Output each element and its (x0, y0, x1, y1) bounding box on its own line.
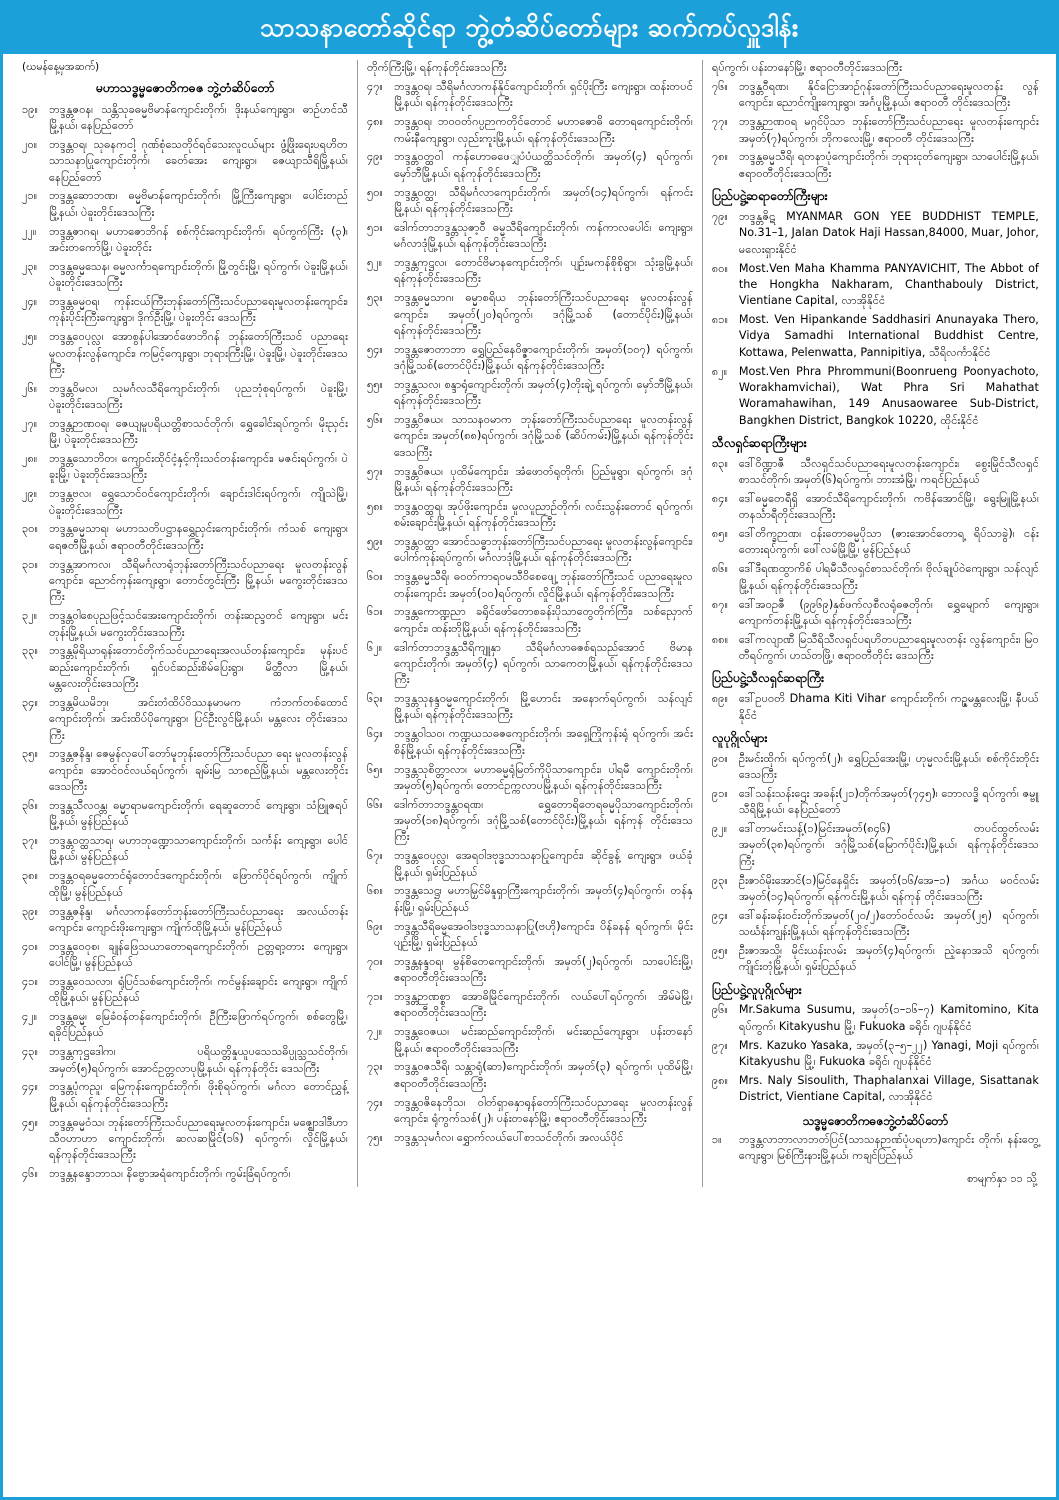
entry-number: ၄၂။ (22, 1010, 38, 1024)
entry-number: ၅၄။ (366, 342, 383, 356)
list-item (367, 989, 693, 1022)
entry-number: ၅၅။ (366, 377, 383, 391)
list-item (367, 883, 693, 916)
list-item (22, 695, 348, 744)
entry-text: ဘဒ္ဒန္တသုစိတ္တာလာ၊ မဟာဓမ္မရုံမြတ်ကိုပိုသာကျောင်း၊ ပါရမီ ကျောင်းတိုက်၊ အမှတ်(၅)ရပ်ကွက်၊ တောင်ဥက္ကလာပမြို့နယ်၊ ရန်ကုန်တိုင်းဒေသကြီး (393, 762, 693, 792)
entry-text: ဒေါ်တိက္ခဉာဏ၊ ငန်းတောဓမ္မပိုသာ (ဇားအောင်တောရ့ ရိပ်သာခွဲ)၊ ငန်းတေားရပ်ကွက်၊ ဖေါ်လမ်မြို့မြို့၊ မွန်ပြည်နယ် (738, 527, 1039, 557)
entry-text: ဘဒ္ဒန္တအာကလ၊ သီရိမင်္ဂလာရုံဘုန်းတော်ကြီးသင်ပညာရေး မူလတန်းလွန်ကျောင်း၊ ညောင်ကုန်းကျေးရွာ၊ တောင်တွင်းကြီး မြို့နယ်၊ မကွေးတိုင်းဒေသကြီး (49, 557, 348, 604)
list-item (712, 312, 1039, 361)
entry-text: ဘဒ္ဒန္တဓမ္မဝရ၊ ကုန်းငယ်ကြီးဘုန်းတော်ကြီးသင်ပညာရေးမူလတန်းကျောင်း၊ ကုန်းပိုင်းကြီးကျေးရွာ၊ ဒိုက်ဦးမြို့၊ ပဲခူးတိုင်း ဒေသကြီး (49, 294, 348, 325)
entry-text: ဦးမင်းထိုက်၊ ရပ်ကွက်(၂)၊ ရွှေပြည်အေးမြို့၊ ဟုမ္မလင်းမြို့နယ်၊ စစ်ကိုင်းတိုင်းဒေသကြီး (738, 751, 1039, 782)
entry-text: ဘဒ္ဒန္တသုနန္ဒဝမ္မကျောင်းတိုက်၊ မြို့ဟောင်း အနောက်ရပ်ကွက်၊ သန်လျင်မြို့နယ်၊ ရန်ကုန်တိုင်းဒေသကြီး (393, 692, 693, 722)
entry-text: ဘဒ္ဒန္တဝေဇယ၊ မင်းဆည်ကျောင်းတိုက်၊ မင်းဆည်ကျေးရွာ၊ ပန်းတနော်မြို့နယ်၊ ဧရာဝတီတိုင်းဒေသကြီး (393, 1025, 693, 1055)
list-item (712, 1073, 1039, 1106)
entry-text: ဘဒ္ဒန္တပုံကညူ၊ မြေကုန်းကျောင်းတိုက်၊ ဖိုးစိုရပ်ကွက်၊ မင်္ဂလာ တောင်ညွှန့်မြို့နယ်၊ ရန်ကုန်တိုင်းဒေသကြီး (49, 1080, 348, 1110)
entry-text: Mrs. Kazuko Yasaka, အမှတ်(၃–၅–၂၂) Yanagi, Moji ရပ်ကွက်၊ Kitakyushu မြို့၊ Fukuoka ခရိုင်၊ ဂျပန်နိုင်ငံ (738, 1038, 1039, 1068)
entry-number: ၃၂။ (22, 609, 38, 623)
list-item (367, 220, 693, 253)
list-item (367, 255, 693, 288)
list-item (22, 451, 348, 484)
list-item (367, 499, 693, 532)
list-item (712, 261, 1039, 310)
entry-number: ၆၆။ (366, 797, 383, 811)
entry-text: ဘဒ္ဒန္တဝေပုလ္လ၊ အောစွန်ပါအောင်ဖောဘိဂန် ဘုန်းတော်ကြီးသင် ပညာရေးမူလတန်းလွန်ကျောင်း၊ ကမြင့်ကျေးရွာ၊ ဘုရားကြီးမြို့၊ ပဲခူးမြို့၊ ပဲခူးတိုင်းဒေသကြီး (49, 330, 348, 376)
list-item (22, 188, 348, 221)
entry-number: ၆၉။ (366, 919, 383, 933)
section-heading-closing-medal: သဒ္ဓမ္မဇောတိကဓဇဘွဲ့တံဆိပ်တော် (802, 1113, 949, 1128)
column-2 (358, 60, 703, 1187)
list-item (712, 821, 1039, 870)
entry-number: ၄၃။ (22, 1045, 38, 1059)
list-item (367, 79, 693, 112)
entry-number: ၃၀။ (22, 522, 38, 536)
list-item (22, 974, 348, 1007)
page-banner (3, 3, 1056, 54)
entry-number: ၃၉။ (22, 904, 38, 918)
list-item (22, 643, 348, 692)
entry-number: ၆၇။ (366, 849, 383, 863)
entry-number: ၂၂။ (22, 224, 37, 238)
entry-text: ဘဒ္ဒန္တဝိဇယ၊ သာသနဝမာက ဘုန်းတော်ကြီးသင်ပညာရေး မူလတန်းလွန်ကျောင်း၊ အမှတ်(၈၈)ရပ်ကွက်၊ ဒဂုံမြို့သစ် (ဆိပ်ကမ်း)မြို့နယ်၊ ရန်ကုန်တိုင်းဒေသကြီး (393, 413, 693, 459)
section-heading-abroad-nuns: ပြည်ပဋ္ဌဲ့သီလရှင်ဆရာကြီး (711, 671, 825, 686)
entry-text: ဦးဇာအသို့၊ မိုင်းယန်းလမ်း အမှတ်(၄)ရပ်ကွက်၊ ညဲ့နောအသိ ရပ်ကွက်၊ ကျိုင်းတုံမြို့နယ်၊ ရှမ်းပြည်နယ် (738, 943, 1039, 974)
list-item (367, 377, 693, 410)
list-item (367, 640, 693, 689)
entry-text: ဒေါ်ဒီရဏထွာကိစ် ပါရမီသီလရှင်စာသင်တိုက်၊ ဗိုလ်ချုပ်ဝဲကျေးရွာ၊ သန်လျင်မြို့နယ်၊ ရန်ကုန်တိုင်းဒေသကြီး (738, 562, 1039, 592)
entry-text: ဘဒ္ဒန္တဓမ္မ၊ မြေခံဝန်တန်ကျောင်းတိုက်၊ ဦကြီးဖြောက်ရပ်ကွက်၊ စစ်တွေမြို့၊ ရခိုင်ပြည်နယ် (49, 1010, 348, 1040)
list-item (22, 416, 348, 449)
entry-text: ဘဒ္ဒန္တဝေပုလ္လ၊ အေရဝါဒဗုဒ္ဓသာသနာပြုကျောင်း၊ ဆိုင်ခွန့် ကျေးရွာ၊ ဖယ်ခုံမြို့နယ်၊ ရှမ်းပြည်နယ် (393, 849, 693, 879)
entry-text: ဘဒ္ဒန္တဝတ္ထသာရ၊ မဟာဘုဏ္ဍောသာကျောင်းတိုက်၊ သင်္ကန်း ကျေးရွာ၊ ပေါင်မြို့နယ်၊ မွန်ပြည်နယ် (49, 834, 348, 864)
entry-number: ၂၆။ (22, 381, 38, 395)
list-item (367, 691, 693, 724)
entry-text: ဘဒ္ဒန္တဉာဏဝရ မဂ္ဂင်ပိုသာ ဘုန်းတော်ကြီးသင်ပညာရေး မူလတန်းကျောင်း အမှတ်(၇)ရပ်ကွက်၊ ဘိုကလေးမြို့၊ ဧရာဝတီ တိုင်းဒေသကြီး (738, 115, 1039, 145)
entry-text: ဘဒ္ဒန္တဝရ၊ သုဓနကငါ့ ဂုဏ်စုံသေတိုင်ရင်သေးလူငယ်များ ဖွံ့ဖြိုးရေးပရဟိတ သာသနာပြုကျောင်းတိုက်၊ ခေတ်အေး ကျေးရွာ၊ ဇေယျာသီရိမြို့နယ်၊ နေပြည်တော် (49, 137, 348, 184)
list-item (22, 798, 348, 831)
entry-number: ၅၈။ (366, 499, 384, 513)
column-continuation: ရပ်ကွက်၊ ပန်းတနော်မြို့၊ ဧရာဝတီတိုင်းဒေသကြီး (711, 61, 903, 75)
entry-text: ဘဒ္ဒန္တကောဏ္ဍညာ ခရိုင်ဖော်တောစခန်းပိုသာတွေတိုက်ကြီး၊ သစ်ညှောက်ကျောင်း၊ ထန်းတိုမြို့နယ်၊ ရန်ကုန်တိုင်းဒေသကြီး (393, 605, 693, 635)
entry-text: ဘဒ္ဒန္တဝိဇယ၊ ပုထိမ်ကျောင်း၊ အံဖောတ်ရုတိုက်၊ ပြည်မူရွာ၊ ရပ်ကွက်၊ ဒဂုံမြို့နယ်၊ ရန်ကုန်တိုင်းဒေသကြီး (393, 464, 693, 494)
entry-number: ၄၉။ (366, 150, 383, 164)
entry-number: ၃၁။ (22, 557, 38, 571)
entry-text: ဘဒ္ဒန္တဓမ္မသီရိ၊ ဓဝတ်ကာရဝမသီဝိစေဖျေ့ ဘုန်းတော်ကြီးသင် ပညာရေးမူလတန်းကျောင်း အမှတ်(၁၀)ရပ်ကွက်၊ လှိုင်မြို့နယ်၊ ရန်ကုန်တိုင်းဒေသကြီး (393, 570, 693, 600)
list-item (712, 1002, 1039, 1035)
entry-text: ဘဒ္ဒန္တဝတ္ထ၊ သီရိမင်္ဂလာကျောင်းတိုက်၊ အမှတ်(၁၄)ရပ်ကွက်၊ ရန်ကင်းမြို့နယ်၊ ရန်ကုန်တိုင်းဒေသကြီး (393, 185, 693, 215)
list-item (712, 632, 1039, 665)
entry-number: ၂၀။ (22, 137, 38, 151)
entry-text: Mr.Sakuma Susumu, အမှတ်(၁–၁၆–၇) Kamitomino, Kita ရပ်ကွက်၊ Kitakyushu မြို့၊ Fukuoka ခရိုင်၊ ဂျပန်နိုင်ငံ (738, 1003, 1039, 1033)
entry-text: Most. Ven Hipankande Saddhasiri Anunayaka Thero, Vidya Samadhi International Buddhist Centre, Kottawa, Pelenwatta, Pannipitiya, သီရိလင်္ကာနိုင်ငံ (738, 313, 1039, 359)
entry-number: ၉၀။ (711, 751, 728, 765)
list-item (712, 364, 1039, 429)
list-item (22, 904, 348, 937)
entry-number: ၄၀။ (22, 939, 38, 953)
entry-text: ဒေါ်သန်းသန်းဌေး အခန်း(၂၁)တိုက်အမှတ်(၇၄၅)၊ ဘောလဒ္ဓိ ရပ်ကွက်၊ ဇမ္ဗူသီရိမြို့နယ်၊ နေပြည်တော် (738, 786, 1039, 817)
entry-number: ၄၆။ (22, 1167, 38, 1181)
entry-number: ၇၃။ (366, 1060, 383, 1074)
entry-text: ဘဒ္ဒန္တဝေသလာ၊ ရုံပြင်သစ်ကျောင်းတိုက်၊ ကင်မွန်းချောင်း ကျေးရွာ၊ ကျိုက်ထိုမြို့နယ်၊ မွန်ပြည်နယ် (49, 974, 348, 1005)
entry-text: ဘဒ္ဒန္တဇနိန္ဒ၊ မင်္ဂလာကန်တော်ဘုန်းတော်ကြီးသင်ပညာရေး အလယ်တန်းကျောင်း၊ ကျောင်းဖိုးကျေးရွာ၊ ကျိုက်ထိုမြို့နယ်၊ မွန်ပြည်နယ် (49, 904, 348, 934)
entry-number: ၂၅။ (22, 330, 38, 344)
entry-number: ၈၁။ (711, 313, 728, 327)
list-item (712, 751, 1039, 784)
list-item (712, 79, 1039, 112)
entry-number: ၁။ (711, 1133, 722, 1147)
list-item (367, 726, 693, 759)
entry-text: ဘဒ္ဒန္တဝရ၊ ဘဝဝတ်ဂပ္ပဉာကတိုင်တောင် မဟာဇောဓိ တောရကျောင်းတိုက်၊ ကမ်းနီကျေးရွာ၊ လှည်းကူးမြို့နယ်၊ ရန်ကုန်တိုင်းဒေသကြီး (393, 115, 693, 145)
entry-number: ၉၈။ (711, 1073, 728, 1087)
entry-number: ၅၃။ (366, 291, 383, 305)
entry-number: ၈၆။ (711, 562, 728, 576)
section-heading-laypersons: လူပုဂ္ဂိုလ်များ (711, 730, 768, 745)
entry-number: ၇၈။ (711, 150, 728, 164)
list-item (22, 868, 348, 901)
entry-number: ၆၂။ (366, 640, 383, 654)
entry-number: ၂၈။ (22, 452, 38, 466)
entry-text: ဘဒ္ဒန္တဝဇသီရိ၊ သန္တာရုံ(ဆာ)ကျောင်းတိုက်၊ အမှတ်(၃) ရပ်ကွက်၊ ပုထိမ်မြို့၊ ဧရာဝတီတိုင်းဒေသကြီး (393, 1060, 693, 1090)
list-item (367, 919, 693, 952)
entry-text: ဘဒ္ဒန္တဝတ္ထရ၊ အုပ်ဖိုးကျောင်း၊ မူလပူညာဉ်တိုက်၊ လင်းသွန်းတောင် ရပ်ကွက်၊ စမ်းချောင်းမြို့နယ်၊ ရန်ကုန်တိုင်းဒေသကြီး (393, 499, 693, 530)
entry-text: ဘဒ္ဒန္တဓမ္မသီရိ၊ ရတနာပုံကျောင်းတိုက်၊ ဘုရားငုတ်ကျေးရွာ၊ သာပေါင်းမြို့နယ်၊ ဧရာဝတီတိုင်းဒေသကြီး (738, 150, 1039, 180)
continued-page-note: စာမျက်နှာ ၁၁ သို့ (967, 1171, 1037, 1185)
entry-text: ဘဒ္ဒန္တသီလဝန္တ၊ ဓမ္မာရာမကျောင်းတိုက်၊ ရေဆူတောင် ကျေးရွာ၊ သံဖြူဇရပ်မြို့နယ်၊ မွန်ပြည်နယ် (49, 798, 348, 829)
list-item (712, 561, 1039, 594)
entry-text: ဒေါက်တာဘဒ္ဒန္တဝရဏ၊ ရွှေတောရိတေရဓမ္မပိုသာကျောင်းတိုက်၊ အမှတ်(၁၈)ရပ်ကွက်၊ ဒဂုံမြို့သစ်(တောင်ပိုင်း)မြို့နယ်၊ ရန်ကုန် တိုင်းဒေသကြီး (393, 797, 693, 844)
entry-text: ဘဒ္ဒန္တဓမ္မသာဂ၊ ဓမ္မာစရိယ ဘုန်းတော်ကြီးသင်ပညာရေး မူလတန်းလွန်ကျောင်း၊ အမှတ်(၂၀)ရပ်ကွက်၊ ဒဂုံမြို့သစ် (တောင်ပိုင်း)မြို့နယ်၊ ရန်ကုန်တိုင်းဒေသကြီး (393, 291, 693, 337)
entry-text: ဘဒ္ဒန္တဝဇိနေဘိုသ၊ ဝါတ်ရှာဓနှာရုန်တော်ကြီးသင်ပညာရေး မူလတန်းလွန်ကျောင်း၊ ရုံကွက်သစ်(၂)၊ ပန်းတနော်မြို့၊ ဧရာဝတီတိုင်းဒေသကြီး (393, 1095, 693, 1125)
entry-text: ဘဒ္ဒန္တသလ၊ စန္ဒာရုံကျောင်းတိုက်၊ အမှတ်(၄)တိုးချဲ့ ရပ်ကွက်၊ မှော်ဘီမြို့နယ်၊ ရန်ကုန်တိုင်းဒေသကြီး (393, 377, 693, 408)
list-item (367, 1059, 693, 1092)
entry-number: ၅၁။ (366, 220, 383, 234)
list-item (22, 746, 348, 795)
entry-number: ၈၅။ (711, 527, 728, 541)
list-item (712, 209, 1039, 258)
entry-number: ၉၁။ (711, 786, 728, 800)
entry-number: ၉၇။ (711, 1038, 728, 1052)
column-continuation: တိုက်ကြီးမြို့၊ ရန်ကုန်တိုင်းဒေသကြီး (366, 61, 507, 75)
list-item (367, 762, 693, 795)
list-item (367, 464, 693, 497)
entry-text: ဘဒ္ဒန္တဇောတာဘာ ရွှေပြည်နေဝိဇ္ဇာကျောင်းတိုက်၊ အမှတ်(၁၀၇) ရပ်ကွက်၊ ဒဂုံမြို့သစ်(တောင်ပိုင်း)မြို့နယ်၊ ရန်ကုန်တိုင်းဒေသကြီး (393, 342, 693, 373)
list-item (367, 342, 693, 375)
entry-text: ဘဒ္ဒန္တဇဝန၊ သန္တိသုခဓမ္မဗိမာန်ကျောင်းတိုက်၊ ဒိုးနယ်ကျေးရွာ၊ ဓာဉ်ဟင်သီမြို့နယ်၊ နေပြည်တော် (49, 102, 348, 133)
entry-number: ၆၈။ (366, 884, 384, 898)
list-item (22, 1115, 348, 1164)
list-item (22, 521, 348, 554)
list-item (22, 1044, 348, 1077)
entry-text: ဘဒ္ဒန္တဆောဘဏ၊ ဓမ္မဗိမာန်ကျောင်းတိုက်၊ မြို့ကြီးကျေးရွာ၊ ပေါင်းတည်မြို့နယ်၊ ပဲခူးတိုင်းဒေသကြီး (49, 189, 348, 219)
entry-number: ၆၀။ (366, 570, 383, 584)
entry-number: ၄၅။ (22, 1115, 38, 1129)
column-3 (703, 60, 1048, 1187)
entry-text: ဦးဇာဝ်မိုးအောင်(၁)မြင်နေရှိင်း အမှတ်(၁၆/အေ–၁) အင်္ဂယ မဝင်လမ်း အမှတ်(၁၄)ရပ်ကွက်၊ ရန်ကင်းမြို့နယ်၊ ရန်ကုန် တိုင်းဒေသကြီး (738, 873, 1039, 903)
entry-number: ၃၈။ (22, 869, 39, 883)
entry-text: ဘဒ္ဒန္တသီရိဓမ္မအေဝါဒဗုဒ္ဓသာသနာပြု(ဗဟို)ကျောင်း၊ ပိန်ခနန် ရပ်ကွက်၊ မိုင်းပျဉ်းမြို့၊ ရှမ်းပြည်နယ် (393, 919, 693, 949)
entry-text: ဘဒ္ဒန္တဇနိန္ဒ၊ ဇေမွန်လှပေါ်တော်မူဘုန်းတော်ကြီးသင်ပညာ ရေး မူလတန်းလွန်ကျောင်း၊ အောင်ဝင်လယ်ရပ်ကွက်၊ ချမ်းမြ သာစည်မြို့နယ်၊ မန္တလေးတိုင်းဒေသကြီး (49, 747, 348, 794)
entry-number: ၈၂။ (711, 364, 728, 378)
entry-number: ၅၆။ (366, 413, 383, 427)
entry-number: ၄၇။ (366, 80, 383, 94)
entry-number: ၆၄။ (366, 727, 383, 741)
list-item (22, 1166, 348, 1182)
section-title-medal: မဟာသဒ္ဓမ္မဇောတိကဓဇ ဘွဲ့တံဆိပ်တော် (95, 79, 275, 95)
entry-number: ၉၂။ (711, 822, 728, 836)
entry-text: ဒေါက်တာဘဒ္ဒန္တသုဇာ့ဝီ ဓမ္မသီရိကျောင်းတိုက်၊ ကန်ကာလပေါင်၊ ကျေးရွာ၊ မင်္ဂလာဒုံမြို့နယ်၊ ရန်ကုန်တိုင်းဒေသကြီး (393, 220, 693, 251)
list-item (712, 1132, 1039, 1165)
entry-number: ၃၃။ (22, 644, 38, 658)
list-item (367, 1024, 693, 1057)
entry-text: ဘဒ္ဒန္တသောဘိတ၊ ကျောင်းထိုင်ငံ့နှင့်ကိုးသင်တန်းကျောင်း၊ မဇင်းရပ်ကွက်၊ ပဲခူးမြို့၊ ပဲခူးတိုင်းဒေသကြီး (49, 452, 348, 482)
list-item (367, 797, 693, 846)
entry-text: ဒေါ်ခန်းခန်းဝင်းတိုက်အမှတ်(၂၀/၂)တော်ဝင်လမ်း အမှတ်(၂၅) ရပ်ကွက်၊ သင်္ဃန်းကျွန်းမြို့နယ်၊ ရန်ကုန်တိုင်းဒေသကြီး (738, 908, 1039, 939)
list-item (22, 329, 348, 378)
entry-text: ဘဒ္ဒန္တနန္ဒောဘာသ၊ နိဗ္ဗောအရံကျောင်းတိုက်၊ ကွမ်းခြံရပ်ကွက်၊ (49, 1167, 291, 1181)
list-item (22, 224, 348, 257)
entry-text: ဘဒ္ဒန္တကုဋ္ဌလ၊ တောင်ဗိမာနကျောင်းတိုက်၊ ပျဉ်းမကန်စိုစိုရွာ၊ သုံးခွမြို့နယ်၊ ရန်ကုန်တိုင်းဒေသကြီး (393, 256, 693, 286)
entry-text: ဘဒ္ဒန္တဝိမလ၊ သုမင်္ဂလသီရိကျောင်းတိုက်၊ ပုညဘုံစုရပ်ကွက်၊ ပဲခူးမြို့၊ ပဲခူးတိုင်းဒေသကြီး (49, 381, 348, 412)
entry-number: ၉၃။ (711, 873, 728, 887)
list-item (712, 1038, 1039, 1071)
entry-number: ၃၅။ (22, 747, 38, 761)
list-item (367, 185, 693, 218)
entry-number: ၂၉။ (22, 487, 38, 501)
list-item (22, 557, 348, 606)
list-item (22, 608, 348, 641)
entry-text: ဘဒ္ဒန္တဝတ္ထဝါ ကန်ဟောဓဖေျှပံပံယတ္ထိသင်တိုက်၊ အမှတ်(၄) ရပ်ကွက်၊ မှော်ဘီမြို့နယ်၊ ရန်ကုန်တိုင်းဒေသကြီး (393, 150, 693, 180)
entry-text: ဒေါ်ကလျာဏီ မြသီရိသီလရှင်ပရဟိတပညာရေးမူလတန်း လွန်ကျောင်း၊ မြဝတီရပ်ကွက်၊ ဟသ်တဖြို့၊ ဧရာဝတီတိုင်း ဒေသကြီး (738, 632, 1039, 663)
list-item (712, 456, 1039, 489)
entry-number: ၂၄။ (22, 294, 38, 308)
entry-text: ဘဒ္ဒန္တဝတ္ထာ အောင်သဓ္ဓာဘုန်းတော်ကြီးသင်ပညာရေး မူလတန်းလွန်ကျောင်း၊ ပေါက်ကုန်းရပ်ကွက်၊ မင်္ဂလာဒုံမြို့နယ်၊ ရန်ကုန်တိုင်းဒေသကြီး (393, 535, 693, 565)
list-item (712, 526, 1039, 559)
entry-text: ဘဒ္ဒန္တဉာဏစ္စာ အောဓိမြိုင်ကျောင်းတိုက်၊ လယ်ပေါ်ရပ်ကွက်၊ အိမ်မဲမြို့၊ ဧရာဝတီတိုင်းဒေသကြီး (393, 989, 693, 1020)
entry-number: ၇၂။ (366, 1025, 383, 1039)
entry-text: ဘဒ္ဒန္တမိုရိယာရုန်းတောင်တိုက်သင်ပညာရေးအလယ်တန်းကျောင်း၊ မုန်းပင်ဆည်းကျောင်းတိုက်၊ ရှင်ပင်ဆည်းစိမ်ပြေးရွာ၊ မိတ္ထီလာ မြို့နယ်၊ မန္တလေးတိုင်းဒေသကြီး (49, 644, 348, 691)
entry-number: ၆၃။ (366, 692, 383, 706)
section-heading-nuns: သီလရှင်ဆရာကြီးများ (711, 435, 807, 450)
entry-number: ၈၃။ (711, 456, 728, 470)
entry-text: ဘဒ္ဒန္တဓမ္မဝံသ၊ ဘုန်းတော်ကြီးသင်ပညာရေးမူလတန်းကျောင်း၊ မဇ္ဈောဒါဒီဟာသီဝဟာဟာ ကျောင်းတိုက်၊ ဆလဆမြိုင်(၁၆) ရပ်ကွက်၊ လှိုင်မြို့နယ်၊ ရန်ကုန်တိုင်းဒေသကြီး (49, 1115, 348, 1162)
entry-number: ၃၇။ (22, 834, 38, 848)
entry-text: ဘဒ္ဒန္တနန္ဒဝရ၊ မွန်စိတေကျောင်းတိုက်၊ အမှတ်(၂)ရပ်ကွက်၊ သာပေါင်းမြို့၊ ဧရာဝတီတိုင်းဒေသကြီး (393, 954, 693, 985)
entry-text: ဘဒ္ဒန္တသုမင်္ဂလ၊ ရွှောက်လယ်ပေါ်စာသင်တိုက်၊ အလယ်ပိုင် (393, 1130, 624, 1144)
entry-number: ၂၃။ (22, 259, 38, 273)
list-item (712, 597, 1039, 630)
entry-number: ၆၁။ (366, 605, 383, 619)
entry-number: ၂၁။ (22, 189, 38, 203)
list-item (22, 1079, 348, 1112)
entry-text: ဒေါက်တာဘဒ္ဒန္တသီရိကျူနှာ သီရိမင်္ဂလာဓဇစ်ရသည်အောင် ဗိမာနကျောင်းတိုက်၊ အမှတ်(၄) ရပ်ကွက်၊ သာကေတမြို့နယ်၊ ရန်ကုန်တိုင်းဒေသကြီး (393, 640, 693, 687)
entry-number: ၇၄။ (366, 1095, 383, 1109)
entry-text: ဘဒ္ဒန္တဉာဏဝရ၊ ဇေယျမူပရိယတ္တိစာသင်တိုက်၊ ရွှေခေါင်းရပ်ကွက်၊ မိုးညှင်းမြို့၊ ပဲခူးတိုင်းဒေသကြီး (49, 416, 348, 447)
entry-number: ၈၉။ (711, 692, 728, 706)
list-item (367, 604, 693, 637)
list-item (22, 137, 348, 186)
list-item (367, 954, 693, 987)
entry-text: ဘဒ္ဒန္တဝါစေပုညဖြင့်သင်အေးကျောင်းတိုက်၊ တန်းဆည္ဒတင် ကျေးရွာ၊ မင်းတုန်းမြို့နယ်၊ မကွေးတိုင်းဒေသကြီး (49, 609, 348, 639)
entry-text: ဘဒ္ဒန္တလာဘာလာဘတ်ပြင်(သာသနဉာဏ်ပုံပရဟာ)ကျောင်း တိုက်၊ နန်းတွေ့ကျေးရွာ၊ မြစ်ကြီးနားမြို့နယ်၊ ကချင်ပြည်နယ် (738, 1133, 1039, 1163)
entry-number: ၁၉။ (22, 102, 38, 116)
list-item (22, 381, 348, 414)
list-item (367, 569, 693, 602)
entry-number: ၇၁။ (366, 989, 383, 1003)
entry-text: ဘဒ္ဒန္တဝရဓမ္မတောင်ရုံတောင်ဒကျောင်းတိုက်၊ ဖြောက်ပိုင်ရပ်ကွက်၊ ကျိုက်ထိုမြို့၊ မွန်ပြည်နယ် (49, 869, 348, 899)
list-item (22, 1009, 348, 1042)
entry-number: ၅၉။ (366, 535, 383, 549)
entry-text: ဒေါ်အဝဥဇီ (၉၉၆၉)နှစ်ဖက်လှစီလရုံဓဇတိုက်၊ ရွှေမျောက် ကျေးရွာ၊ ကျောက်တန်းမြို့နယ်၊ ရန်ကုန်တိုင်းဒေသကြီး (738, 597, 1039, 627)
article-columns (3, 54, 1056, 1191)
list-item (367, 1095, 693, 1128)
list-item (367, 290, 693, 339)
list-item (712, 943, 1039, 976)
list-item (367, 848, 693, 881)
entry-number: ၅၂။ (366, 256, 383, 270)
entry-text: ဘဒ္ဒန္တဝီရဏ၊ နိုင်ငြောအာဉ်ဂုန်းတော်ကြီးသင်ပညာရေးမူလတန်း လွန်ကျောင်း၊ ညောင်ကျိုးကျေးရွာ၊ အင်္ဂပူမြို့နယ်၊ ဧရာဝတီ တိုင်းဒေသကြီး (738, 80, 1039, 110)
entry-text: Mrs. Naly Sisoulith, Thaphalanxai Village, Sisattanak District, Vientiane Capital, လာအိုနိုင်ငံ (738, 1073, 1039, 1104)
banner-title: သာသနာတော်ဆိုင်ရာ ဘွဲ့တံဆိပ်တော်များ ဆက်ကပ်လှူဒါန်း (260, 13, 799, 42)
entry-number: ၃၄။ (22, 695, 38, 709)
list-item (367, 114, 693, 147)
entry-number: ၃၆။ (22, 798, 38, 812)
entry-number: ၉၆။ (711, 1003, 728, 1017)
entry-number: ၇၀။ (366, 954, 383, 968)
list-item (22, 939, 348, 972)
entry-number: ၄၄။ (22, 1080, 38, 1094)
continuation-note: (ဃမန်နေ့မှအဆက်) (22, 61, 100, 74)
list-item (22, 294, 348, 327)
entry-number: ၈၇။ (711, 597, 728, 611)
entry-number: ၄၁။ (22, 974, 38, 988)
entry-text: Most.Ven Phra Phrommuni(Boonrueng Poonyachoto, Worakhamvichai), Wat Phra Sri Mahathat Woramahawihan, 149 Anusaowaree Sub-District, Bangkhen District, Bangkok 10220, ထိုင်းနိုင်ငံ (738, 364, 1039, 427)
entry-number: ၉၄။ (711, 908, 728, 922)
entry-text: ဘဒ္ဒန္တဓမ္မသာရ၊ မဟာသတိပဋ္ဌာနရွှေညှင်းကျောင်းတိုက်၊ ကံသစ် ကျေးရွာ၊ ရေဇတီမြို့နယ်၊ ဧရာဝတီတိုင်းဒေသကြီး (49, 522, 348, 552)
entry-text: ဒေါ်ဓမ္မတေရီရှိ အောင်သီရိကျောင်းတိုက်၊ ကဗိန်အောင်မြို့၊ ရွေးမြူမြို့နယ်၊ တနင်္သာရီတိုင်းဒေသကြီး (738, 491, 1039, 522)
list-item (712, 908, 1039, 941)
entry-text: ဘဒ္ဒန္တဓမ္မသေန၊ ဓမ္မလင်္ကာရကျောင်းတိုက်၊ မြို့တွင်းမြို့၊ ရပ်ကွက်၊ ပဲခူးမြို့နယ်၊ ပဲခူးတိုင်းဒေသကြီး (49, 259, 348, 290)
entry-number: ၇၆။ (711, 80, 728, 94)
entry-text: ဘဒ္ဒန္တကုဋ္ဌဒေါက၊ ပရိယတ္တိနှုယူပသေသဓိပ္ပုသ္သသင်တိုက်၊ အမှတ်(၅)ရပ်ကွက်၊ အောင်ဥတ္တလာပုမြို့နယ်၊ ရန်ကုန်တိုင်း ဒေသကြီး (49, 1045, 348, 1075)
entry-text: ဒေါ်တာမင်းသန့်(၁)မြင်းအမှတ်(၈၄၆) တပင်ထွတ်လမ်း အမှတ်(၃၈)ရပ်ကွက်၊ ဒဂုံမြို့သစ်(မြောက်ပိုင်း)မြို့နယ်၊ ရန်ကုန်တိုင်းဒေသကြီး (738, 822, 1039, 868)
entry-number: ၇၅။ (366, 1130, 383, 1144)
list-item (367, 412, 693, 461)
list-item (367, 534, 693, 567)
entry-number: ၈၈။ (711, 632, 729, 646)
entry-number: ၂၇။ (22, 416, 38, 430)
entry-number: ၇၉။ (711, 209, 728, 223)
entry-text: ဘဒ္ဒန္တဝေဝုစ၊ ချုန်ဖြေသယာတောရကျောင်းတိုက်၊ ဥတ္တရာ့တား ကျေးရွာ၊ ပေါင်မြို့၊ မွန်ပြည်နယ် (49, 939, 348, 970)
section-heading-abroad-monks: ပြည်ပဋ္ဌဲ့ဆရာတော်ကြီးများ (711, 189, 828, 204)
entry-number: ၅၇။ (366, 464, 383, 478)
entry-number: ၇၇။ (711, 115, 728, 129)
entry-text: ဘဒ္ဒန္တဝါသဝ၊ ကဏ္ဍယသဓဇကျောင်းတိုက်၊ အရှေ့ကြိုကုန်းရုံ ရပ်ကွက်၊ အင်းစိန်မြို့နယ်၊ ရန်ကုန်တိုင်းဒေသကြီး (393, 727, 693, 757)
list-item (367, 149, 693, 182)
entry-number: ၆၅။ (366, 762, 383, 776)
list-item (22, 486, 348, 519)
entry-number: ၈၄။ (711, 491, 728, 505)
list-item (22, 102, 348, 135)
list-item (367, 1130, 693, 1146)
list-item (712, 149, 1039, 182)
entry-text: ဘဒ္ဒန္တဗလ၊ ရွှေသောင်ဝင်ကျောင်းတိုက်၊ ချောင်းဒါင်းရပ်ကွက်၊ ကျိုသဲမြို့၊ ပဲခူးတိုင်းဒေသကြီး (49, 487, 348, 517)
entry-number: ၅၀။ (366, 185, 383, 199)
entry-text: ဘဒ္ဒန္တမိယမိဘု၊ အင်းတံထိပ်ဝိဿနမာမက ကံဘက်တစ်ထောင် ကျောင်းတိုက်၊ အင်းထိပ်ပိုကျေးရွာ၊ ပြင်ဦးလွင်မြို့နယ်၊ မန္တလေး တိုင်းဒေသကြီး (49, 695, 348, 742)
list-item (712, 114, 1039, 147)
entry-number: ၄၈။ (366, 115, 384, 129)
entry-text: ဘဒ္ဒန္တသေဋ္ဌ၊ မဟာမြှင်မိနူရှာကြီးကျောင်းတိုက်၊ အမှတ်(၄)ရပ်ကွက်၊ တန်နှန်းမြို့၊ ရှမ်းပြည်နယ် (393, 884, 693, 914)
entry-text: Most.Ven Maha Khamma PANYAVICHIT, The Abbot of the Hongkha Nakharam, Chanthabouly District, Vientiane Capital, လာအိုနိုင်ငံ (738, 261, 1039, 308)
entry-number: ၉၅။ (711, 943, 728, 957)
section-heading-abroad-laypersons: ပြည်ပဋ္ဌဲ့လူပုဂ္ဂိုလ်များ (711, 982, 802, 997)
entry-text: ဘဒ္ဒန္တဝရ၊ သီရိမင်္ဂလာကန်နိုင်ကျောင်းတိုက်၊ ရှင်ပိုးကြီး ကျေးရွာ၊ ထန်းတပင်မြို့နယ်၊ ရန်ကုန်တိုင်းဒေသကြီး (393, 80, 693, 110)
list-item (712, 873, 1039, 906)
entry-text: ဘဒ္ဒန္တဇာဂရ၊ မဟာဇောဘိဂန် စစ်ကိုင်းကျောင်းတိုက်၊ ရပ်ကွက်ကြီး (၃)၊ အင်းတကော်မြို့၊ ပဲခူးတိုင်း (49, 224, 348, 254)
list-item (712, 786, 1039, 819)
list-item (712, 491, 1039, 524)
list-item (22, 259, 348, 292)
entry-text: ဒေါ်ဝိဏ္ဍာဇီ သီလရှင်သင်ပညာရေးမူလတန်းကျောင်း၊ စွေးမြိုင်သီလရှင်စာသင်တိုက်၊ အမှတ်(၆)ရပ်ကွက်၊ ဘားအံမြို့၊ ကရင်ပြည်နယ် (738, 456, 1039, 487)
entry-text: ဒေါ်ဥပဝတိ Dhama Kiti Vihar ကျောင်းတိုက်၊ ကဉ္ဇမန္တလေးမြို့၊ နီပယ်နိုင်ငံ (738, 692, 1039, 722)
entry-text: ဘဒ္ဒန္တဇိဋ MYANMAR GON YEE BUDDHIST TEMPLE, No.31–1, Jalan Datok Haji Hassan,84000, Muar, Johor, မလေးရှားနိုင်ငံ (738, 209, 1039, 256)
list-item (712, 691, 1039, 724)
column-1 (13, 60, 358, 1187)
entry-number: ၈၀။ (711, 261, 728, 275)
list-item (22, 833, 348, 866)
